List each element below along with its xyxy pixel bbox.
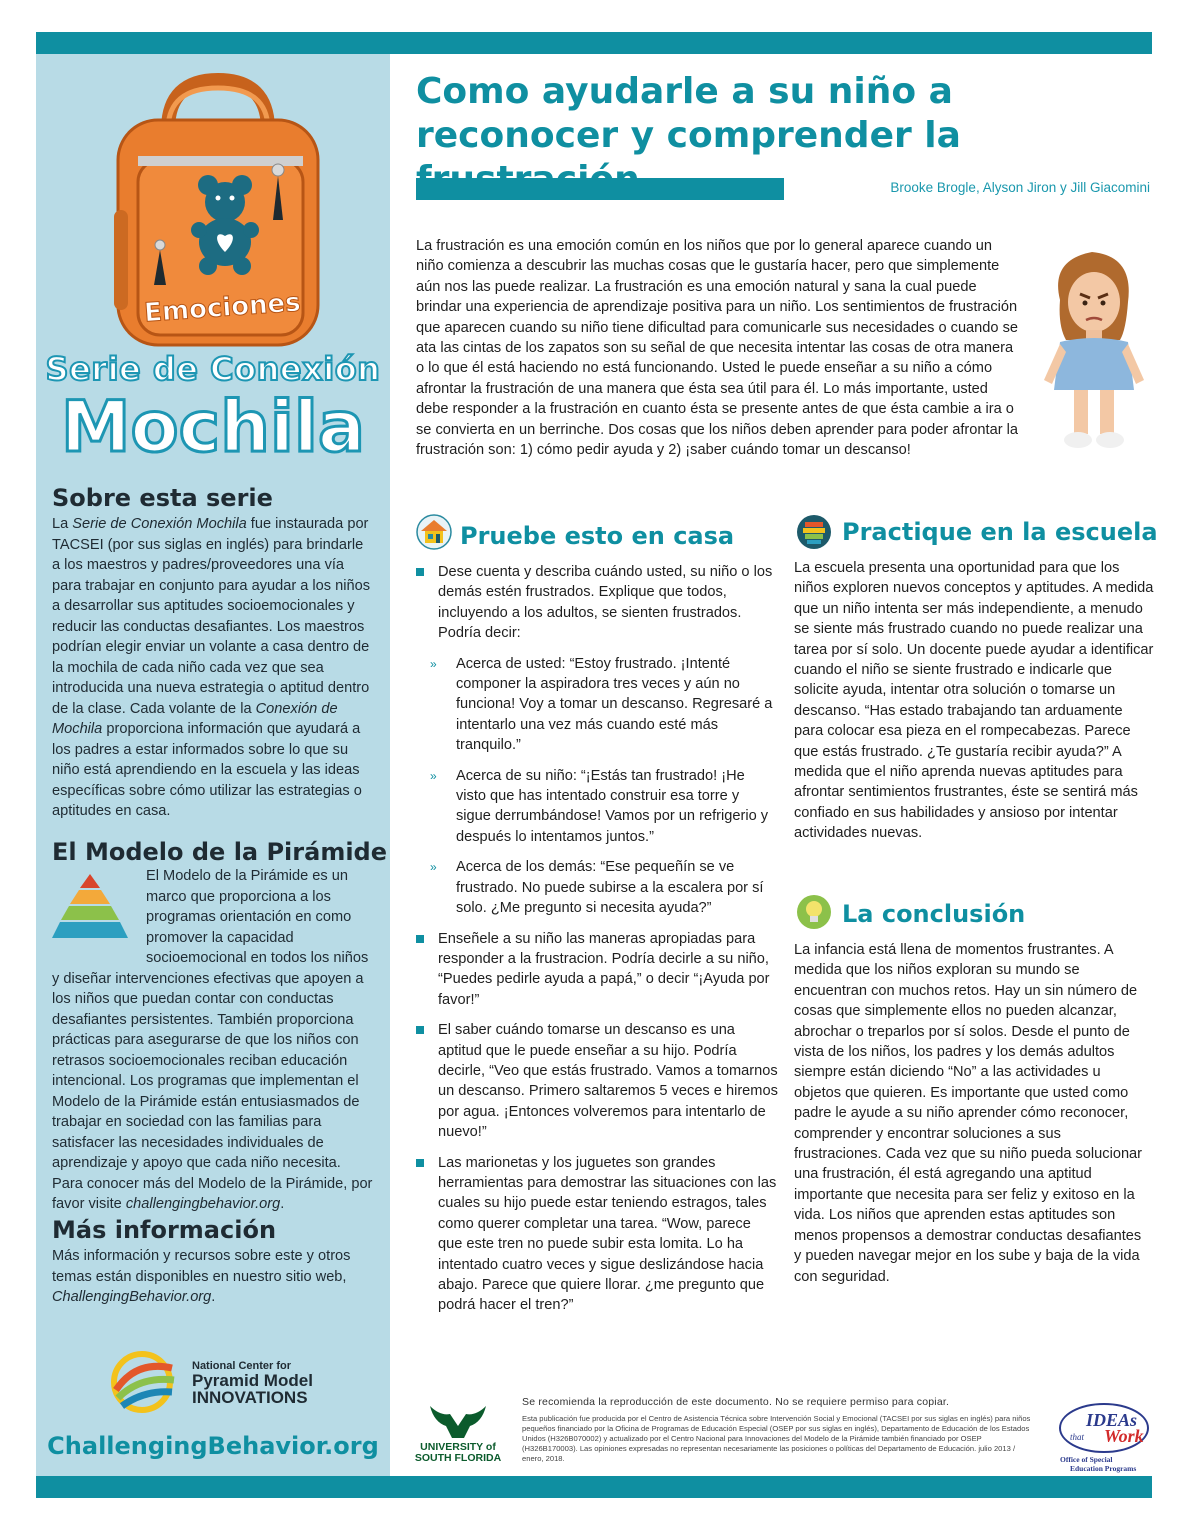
footer-text bbox=[522, 1396, 1036, 1464]
home-sub-3-text: Acerca de los demás: “Ese pequeñín se ve frustrado. No puede subirse a la escalera por sí solo. ¿Me pregunto si necesita ayuda?” bbox=[456, 859, 764, 917]
about-series-name: Serie de Conexión Mochila bbox=[72, 516, 247, 532]
title-rule bbox=[416, 178, 784, 200]
chevron-icon: » bbox=[430, 768, 437, 783]
ideas-line2: that bbox=[1070, 1432, 1085, 1442]
school-heading: Practique en la escuela bbox=[842, 518, 1158, 546]
house-icon bbox=[416, 514, 452, 550]
usf-line1: UNIVERSITY of bbox=[420, 1441, 496, 1453]
home-sub-2-text: Acerca de su niño: “¡Estás tan frustrado! ¡He visto que has intentado construir esa torre y sigue derrumbándose! Vamos por un refrigerio y después lo intentamos juntos.” bbox=[456, 767, 769, 845]
intro-paragraph: La frustración es una emoción común en los niños que por lo general aparece cuando un niño comienza a descubrir las muchas cosas que le gustaría hacer, pero que simplemente aún nos las puede realizar. La frustración es una emoción natural y sana la cual puede brindar una experiencia de aprendizaje positiva para un niño. Los sentimientos de frustración que aparecen cuando su niño tiene dificultad para comunicarle sus necesidades o cuando se ata las cintas de los zapatos son su señal de que necesita intentar las cosas de otra manera o lo que él está haciendo no está funcionando. Usted le puede enseñar a su niño a cómo afrontar la frustración de una manera que ésta sea útil para él. Lo más importante, usted debe responder a la frustración en cuanto ésta se presente antes de que ésta cambie a ira o se convierta en un berrinche. Dos cosas que los niños deben aprender para poder afrontar la frustración son: 1) cómo pedir ayuda y 2) ¡saber cuándo tomar un descanso! bbox=[416, 238, 1018, 459]
home-sub-2 bbox=[416, 766, 778, 848]
backpack-label: Emociones bbox=[143, 287, 302, 329]
reproduction-note: Se recomienda la reproducción de este documento. No se requiere permiso para copiar. bbox=[522, 1396, 950, 1408]
about-text-1: La bbox=[52, 516, 73, 532]
ncpmi-line2: Pyramid Model bbox=[192, 1371, 313, 1390]
chevron-icon: » bbox=[430, 860, 437, 875]
ideas-sub1: Office of Special bbox=[1060, 1455, 1113, 1464]
home-column bbox=[416, 562, 778, 1326]
sidebar bbox=[36, 54, 390, 1476]
home-sub-1 bbox=[416, 654, 778, 756]
ncpmi-wordmark bbox=[192, 1360, 372, 1406]
ideas-sub2: Education Programs bbox=[1070, 1464, 1137, 1473]
conclusion-heading: La conclusión bbox=[842, 900, 1026, 928]
more-info-link[interactable]: ChallengingBehavior.org bbox=[52, 1289, 212, 1305]
chevron-icon: » bbox=[430, 656, 437, 671]
pyramid-end: . bbox=[280, 1196, 285, 1212]
about-heading: Sobre esta serie bbox=[52, 484, 273, 512]
top-accent-bar bbox=[36, 32, 1152, 54]
more-info-heading: Más información bbox=[52, 1216, 277, 1244]
usf-line2: SOUTH FLORIDA bbox=[414, 1452, 502, 1464]
more-info-paragraph bbox=[52, 1246, 374, 1308]
ncpmi-line3: INNOVATIONS bbox=[192, 1388, 308, 1407]
pyramid-text: El Modelo de la Pirámide es un marco que proporciona a los programas orientación en como promover la capacidad socioemocional en todos los niños y diseñar intervenciones efectivas que apoyen a los niños que puedan contar con conductas desafiantes persistentes. También proporciona prácticas para asegurarse de que los niños con retrasos socioemocionales reciban educación intencional. Los programas que implementan el Modelo de la Pirámide están entusiasmados de trabajar en sociedad con las familias para satisfacer las necesidades individuales de aprendizaje y apoyo que cada niño necesita. Para conocer más del Modelo de la Pirámide, por favor visite bbox=[52, 868, 373, 1212]
home-sub-3 bbox=[416, 857, 778, 918]
ncpmi-logo-icon bbox=[106, 1350, 178, 1414]
home-sub-1-text: Acerca de usted: “Estoy frustrado. ¡Intenté componer la aspiradora tres veces y aún no funciona! Voy a tomar un descanso. Regresaré a intentarlo una vez más cuando esté más tranquilo.” bbox=[456, 655, 773, 754]
ideas-line1: IDEAs bbox=[1086, 1410, 1138, 1430]
pyramid-model-icon bbox=[52, 870, 128, 946]
more-info-end: . bbox=[211, 1289, 216, 1305]
about-paragraph bbox=[52, 514, 374, 822]
conclusion-paragraph: La infancia está llena de momentos frustrantes. A medida que los niños exploran su mundo se encuentran con muchos retos. Hay un sin número de cosas que simplemente ellos no pueden alcanzar, abrochar o treparlos por sí solos. Desde el punto de vista de los niños, los padres y los demás adultos siempre están diciendo “No” a las actividades u objetos que quieren. Es importante que usted como padre le ayude a su niño aprender cómo reconocer, comprender y encontrar soluciones a sus frustraciones. Cada vez que su niño pueda solucionar una frustración, él está agregando una aptitud importante que necesita para ser feliz y exitoso en la vida. Los niños que aprenden estas aptitudes son menos propensos a demostrar conductas desafiantes y pueden navegar mejor en los sube y baja de la vida con seguridad. bbox=[794, 942, 1143, 1285]
home-bullet-4: Las marionetas y los juguetes son grandes herramientas para demostrar las situaciones con las cuales su hijo puede estar teniendo estragos, tales como querer completar una tarea. “Wow, parece que este tren no puede subir esta lomita. Lo ha intentado cuatro veces y sigue deslizándose hacia abajo. Parece que quiere llorar. ¿me pregunto que podrá hacer el tren?” bbox=[416, 1153, 778, 1316]
series-title-line1: Serie de Conexión bbox=[45, 350, 381, 388]
series-title-line2: Mochila bbox=[60, 386, 366, 468]
frustrated-girl-photo bbox=[1030, 240, 1156, 454]
more-info-text: Más información y recursos sobre este y otros temas están disponibles en nuestro sitio web, bbox=[52, 1248, 351, 1285]
pyramid-heading: El Modelo de la Pirámide bbox=[52, 838, 388, 866]
blocks-icon bbox=[796, 514, 832, 550]
backpack-emociones-illustration bbox=[98, 70, 338, 350]
page-title: Como ayudarle a su niño a reconocer y comprender la bbox=[416, 71, 961, 156]
home-bullet-2: Enseñele a su niño las maneras apropiadas para responder a la frustracion. Podría decirle a su niño, “Puedes pedirle ayuda a papá,” o decir “¡Ayuda por favor!” bbox=[416, 929, 778, 1011]
about-flyer-name: Conexión de Mochila bbox=[52, 700, 338, 737]
authors: Brooke Brogle, Alyson Jiron y Jill Giacomini bbox=[890, 180, 1150, 195]
about-text-3: proporciona información que ayudará a los padres a estar informados sobre lo que su niño está aprendiendo en la escuela y las ideas específicas sobre cómo utilizar las estrategias o aptitudes en casa. bbox=[52, 721, 362, 819]
usf-wordmark bbox=[410, 1442, 506, 1464]
ideas-that-work-logo bbox=[1056, 1400, 1152, 1474]
bottom-accent-bar bbox=[36, 1476, 1152, 1498]
home-bullet-3: El saber cuándo tomarse un descanso es una aptitud que le puede enseñar a su hijo. Podría decirle, “Veo que estás frustrado. Vamos a tomarnos un descanso. Primero saltaremos 5 veces e hiremos por agua. ¡Entonces volveremos para intentarlo de nuevo!” bbox=[416, 1020, 778, 1142]
credits-note: Esta publicación fue producida por el Centro de Asistencia Técnica sobre Intervención Social y Emocional (TACSEI por sus siglas en inglés) para niños pequeños financiado por la Oficina de Programas de Educación Especial (OSEP por sus siglas en inglés), Departamento de Educación de los Estados Unidos (H326B070002) y actualizado por el Centro Nacional para Innovaciones del Modelo de la Pirámide también financiado por OSEP (H326B170003). Las opiniones expresadas no representan necesariamente las posiciones o políticas del Departamento de Educación. julio 2013 / enero, 2018. bbox=[522, 1414, 1031, 1463]
pyramid-link[interactable]: challengingbehavior.org bbox=[125, 1196, 281, 1212]
lightbulb-icon bbox=[796, 894, 832, 930]
home-bullet-1: Dese cuenta y describa cuándo usted, su niño o los demás estén frustrados. Explique que todos, incluyendo a los adultos, se sienten frustrados. Podría decir: bbox=[416, 562, 778, 644]
ideas-line3: Work bbox=[1104, 1426, 1144, 1446]
challenging-behavior-url[interactable]: ChallengingBehavior.org bbox=[47, 1432, 379, 1460]
pyramid-paragraph bbox=[52, 866, 374, 1215]
ncpmi-line1: National Center for bbox=[192, 1360, 292, 1372]
home-heading: Pruebe esto en casa bbox=[460, 522, 735, 550]
about-text-2: fue instaurada por TACSEI (por sus siglas en inglés) para brindarle a los maestros y padres/proveedores una vía para trabajar en conjunto para ayudar a los niños a desarrollar sus aptitudes socioemocionales y reducir las conductas desafiantes. Los maestros podrían elegir enviar un volante a casa dentro de la mochila de cada niño cada vez que sea introducida una nueva estrategia o aptitud dentro de la clase. Cada volante de la bbox=[52, 516, 371, 717]
school-paragraph: La escuela presenta una oportunidad para que los niños exploren nuevos conceptos y aptitudes. A medida que un niño intenta ser más independiente, a menudo se siente más frustrado cuando no puede realizar una tarea por sí solo. Un docente puede ayudar a identificar cuando el niño se siente frustrado e indicarle que solicite ayuda, intentar otra solución o tomarse un descanso. “Has estado trabajando tan arduamente para colocar esa pieza en el rompecabezas. Parece que estás frustrado. ¿Te gustaría recibir ayuda?” A medida que el niño aprenda nuevas aptitudes para afrontar sentimientos frustrantes, éste se sentirá más confiado en sus habilidades y ansioso por intentar actividades nuevas. bbox=[794, 560, 1154, 842]
